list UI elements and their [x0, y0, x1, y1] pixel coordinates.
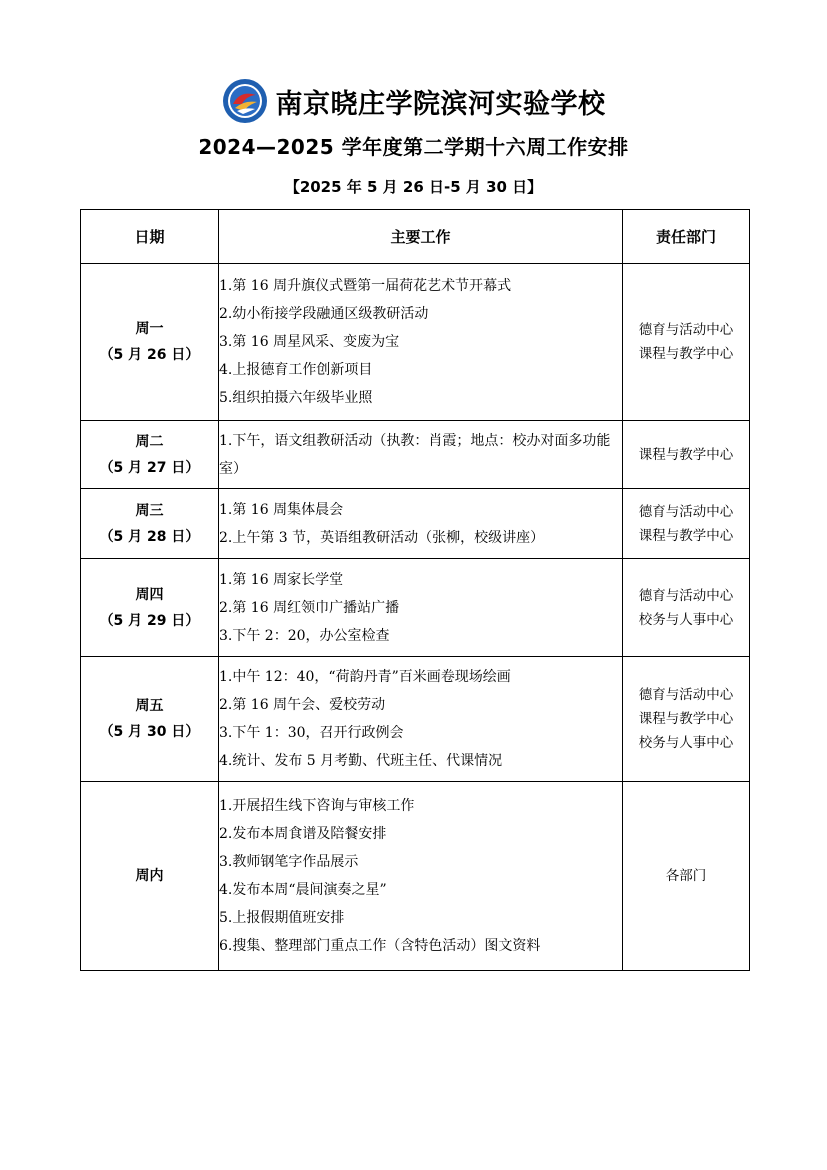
work-item: 2.发布本周食谱及陪餐安排 — [219, 826, 387, 842]
work-item: 6.搜集、整理部门重点工作（含特色活动）图文资料 — [219, 938, 541, 954]
school-emblem-icon — [222, 78, 268, 124]
day-name: 周内 — [135, 868, 164, 884]
work-item: 5.上报假期值班安排 — [219, 910, 345, 926]
work-item: 4.上报德育工作创新项目 — [219, 362, 373, 378]
dept-name: 德育与活动中心 — [638, 587, 734, 604]
dept-name: 德育与活动中心 — [638, 687, 734, 703]
work-item: 4.统计、发布 5 月考勤、代班主任、代课情况 — [219, 753, 503, 769]
work-cell — [219, 782, 623, 971]
dept-name: 校务与人事中心 — [638, 735, 734, 751]
work-item: 1.开展招生线下咨询与审核工作 — [219, 798, 415, 814]
dept-name: 课程与教学中心 — [638, 346, 734, 362]
work-item: 1.第 16 周集体晨会 — [219, 501, 344, 518]
school-header — [0, 76, 827, 126]
table-row — [81, 489, 750, 559]
day-name: 周四 — [135, 586, 164, 603]
day-date: （5 月 30 日） — [99, 724, 200, 740]
work-item: 3.第 16 周星风采、变废为宝 — [219, 334, 400, 350]
schedule-table — [80, 209, 750, 971]
work-item: 5.组织拍摄六年级毕业照 — [219, 390, 373, 406]
dept-name: 课程与教学中心 — [638, 711, 734, 727]
dept-cell — [623, 264, 750, 421]
day-name: 周三 — [135, 502, 164, 519]
date-range: 【2025 年 5 月 26 日-5 月 30 日】 — [284, 178, 543, 196]
work-item: 1.第 16 周升旗仪式暨第一届荷花艺术节开幕式 — [219, 278, 512, 294]
work-item: 3.下午 2：20，办公室检查 — [219, 627, 390, 644]
day-name: 周二 — [135, 433, 164, 450]
work-item: 1.下午，语文组教研活动（执教：肖霞；地点：校办对面多功能室） — [219, 432, 611, 477]
work-cell — [219, 559, 623, 657]
school-name: 南京晓庄学院滨河实验学校 — [275, 88, 606, 120]
table-row — [81, 657, 750, 782]
dept-cell — [623, 657, 750, 782]
column-header-work: 主要工作 — [219, 210, 623, 264]
work-cell — [219, 657, 623, 782]
work-item: 3.教师钢笔字作品展示 — [219, 854, 359, 870]
day-cell — [81, 782, 219, 971]
day-name: 周一 — [135, 321, 164, 337]
dept-name: 校务与人事中心 — [638, 611, 734, 628]
table-row — [81, 782, 750, 971]
work-item: 1.第 16 周家长学堂 — [219, 571, 344, 588]
day-cell — [81, 489, 219, 559]
dept-name: 课程与教学中心 — [638, 527, 734, 544]
column-header-dept: 责任部门 — [623, 210, 750, 264]
day-date: （5 月 28 日） — [99, 528, 200, 545]
work-item: 3.下午 1：30，召开行政例会 — [219, 725, 404, 741]
dept-cell — [623, 421, 750, 489]
dept-name: 各部门 — [665, 868, 707, 884]
dept-cell — [623, 489, 750, 559]
work-item: 4.发布本周“晨间演奏之星” — [219, 882, 387, 898]
dept-cell — [623, 782, 750, 971]
day-cell — [81, 264, 219, 421]
table-row — [81, 559, 750, 657]
day-name: 周五 — [135, 698, 164, 714]
work-cell — [219, 421, 623, 489]
day-date: （5 月 27 日） — [99, 459, 200, 476]
table-header-row — [81, 210, 750, 264]
work-item: 2.幼小衔接学段融通区级教研活动 — [219, 306, 429, 322]
dept-name: 德育与活动中心 — [638, 503, 734, 520]
work-item: 2.第 16 周红领巾广播站广播 — [219, 599, 400, 616]
day-cell — [81, 421, 219, 489]
column-header-date: 日期 — [81, 210, 219, 264]
document-title: 2024—2025 学年度第二学期十六周工作安排 — [198, 135, 629, 159]
dept-name: 德育与活动中心 — [638, 322, 734, 338]
table-row — [81, 421, 750, 489]
day-cell — [81, 559, 219, 657]
day-date: （5 月 29 日） — [99, 612, 200, 629]
day-date: （5 月 26 日） — [99, 347, 200, 363]
work-item: 2.第 16 周午会、爱校劳动 — [219, 697, 386, 713]
work-cell — [219, 489, 623, 559]
dept-name: 课程与教学中心 — [638, 446, 734, 463]
work-item: 2.上午第 3 节，英语组教研活动（张柳，校级讲座） — [219, 529, 545, 546]
dept-cell — [623, 559, 750, 657]
day-cell — [81, 657, 219, 782]
work-item: 1.中午 12：40，“荷韵丹青”百米画卷现场绘画 — [219, 669, 511, 685]
table-row — [81, 264, 750, 421]
work-cell — [219, 264, 623, 421]
